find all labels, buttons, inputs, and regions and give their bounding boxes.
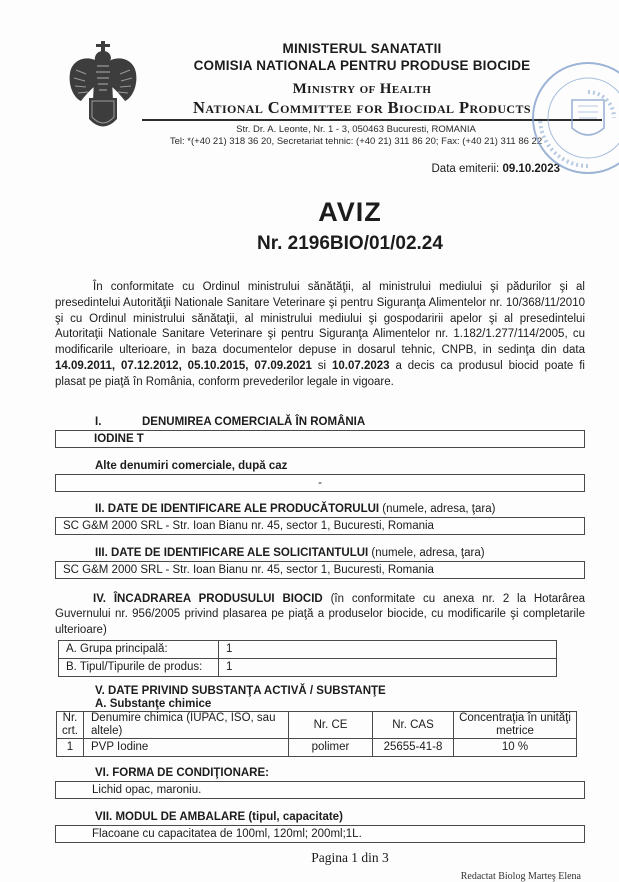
- section4-title: IV. ÎNCADRAREA PRODUSULUI BIOCID: [93, 592, 323, 605]
- form-value: Lichid opac, maroniu.: [55, 781, 585, 799]
- group-value: 1: [219, 641, 557, 659]
- cell-nr-crt: 1: [57, 739, 84, 757]
- classification-table: [58, 640, 557, 677]
- col-header-nr-cas: Nr. CAS: [373, 712, 454, 739]
- org-name-ro-2: COMISIA NATIONALA PENTRU PRODUSE BIOCIDE: [193, 58, 531, 73]
- section1-heading: [55, 416, 585, 428]
- col-header-nr-ce: Nr. CE: [289, 712, 373, 739]
- active-substance-table: [56, 711, 577, 757]
- round-blue-stamp-icon: [516, 50, 619, 190]
- intro-text-1: În conformitate cu Ordinul ministrului sănătăţii, al ministrului mediului şi pădurilor şi al presedintelui Autorităţii Nationale Sanitare Veterinare şi pentru Siguranţa Alimentelor nr. 10/368/11/2010 şi cu Ordinul ministrului sănătaţii, al ministrului mediului şi gospodaririi apelor şi al presedintelui Autoritaţii Nationale Sanitare Veterinare şi pentru Siguranţa Alimentelor nr. 1.182/1.277/114/2005, cu modificarile ulterioare, in baza documentelor depuse in dosarul tehnic, CNPB, in sedinţa din data: [55, 281, 585, 357]
- intro-last-date: 10.07.2023: [332, 359, 390, 372]
- product-type-label: B. Tipul/Tipurile de produs:: [59, 659, 219, 677]
- section5-subheading: A. Substanţe chimice: [95, 698, 212, 711]
- coat-of-arms-icon: [66, 40, 140, 137]
- intro-text-3: a decis ca produsul biocid poate fi plasat pe piaţă în România, conform prevederilor legale in vigoare.: [55, 359, 585, 388]
- table-header-row: [57, 712, 577, 739]
- org-name-en-2: National Committee for Biocidal Products: [193, 98, 531, 117]
- section3-heading: [55, 547, 585, 559]
- section2-heading: [55, 503, 585, 515]
- section4-note: (în conformitate cu anexa nr. 2 la Hotarârea Guvernului nr. 956/2005 privind plasarea pe piaţă a produselor biocide, cu modificarile şi completarile ulterioare): [55, 592, 586, 636]
- section5-heading: V. DATE PRIVIND SUBSTANŢA ACTIVĂ / SUBSTANŢE: [95, 685, 386, 698]
- section4-heading: [55, 592, 585, 639]
- packaging-value: Flacoane cu capacitatea de 100ml, 120ml; 200ml;1L.: [55, 825, 585, 843]
- issue-date-label: Data emiterii:: [431, 163, 503, 175]
- alt-names-value: -: [55, 474, 585, 492]
- org-name-ro-1: MINISTERUL SANATATII: [282, 41, 442, 56]
- table-row: [59, 659, 557, 677]
- intro-text-2: si: [311, 359, 333, 372]
- org-name-en-1: Ministry of Health: [292, 81, 432, 97]
- document-title: AVIZ: [318, 197, 382, 227]
- section3-title: III. DATE DE IDENTIFICARE ALE SOLICITANTULUI: [95, 546, 369, 559]
- redacted-by: Redactat Biolog Marteş Elena: [460, 871, 581, 882]
- section2-title: II. DATE DE IDENTIFICARE ALE PRODUCĂTORULUI: [95, 502, 380, 515]
- section6-heading: VI. FORMA DE CONDIŢIONARE:: [95, 767, 269, 780]
- cell-concentration: 10 %: [454, 739, 577, 757]
- section1-number: I.: [95, 415, 102, 428]
- phone-line: Tel: *(+40 21) 318 36 20, Secretariat tehnic: (+40 21) 311 86 20; Fax: (+40 21) 311 86 22: [169, 136, 543, 147]
- section2-note: (numele, adresa, ţara): [379, 502, 496, 515]
- document-number: Nr. 2196BIO/01/02.24: [257, 233, 443, 254]
- table-row: [57, 739, 577, 757]
- page-number: Pagina 1 din 3: [311, 850, 389, 866]
- col-header-concentration: Concentraţia în unităţi metrice: [454, 712, 577, 739]
- col-header-nr-crt: Nr. crt.: [57, 712, 84, 739]
- producer-value: SC G&M 2000 SRL - Str. Ioan Bianu nr. 45, sector 1, Bucuresti, Romania: [55, 517, 585, 535]
- intro-paragraph: [55, 280, 585, 391]
- alt-names-label: Alte denumiri comerciale, după caz: [95, 459, 288, 472]
- group-label: A. Grupa principală:: [59, 641, 219, 659]
- cell-chem-name: PVP Iodine: [84, 739, 289, 757]
- col-header-chem-name: Denumire chimica (IUPAC, ISO, sau altele): [84, 712, 289, 739]
- section1-title: DENUMIREA COMERCIALĂ ÎN ROMÂNIA: [142, 415, 366, 428]
- address-line: Str. Dr. A. Leonte, Nr. 1 - 3, 050463 Bucuresti, ROMANIA: [236, 124, 476, 135]
- header-address: [130, 124, 582, 148]
- document-title-block: [90, 197, 610, 255]
- section3-note: (numele, adresa, ţara): [368, 546, 485, 559]
- table-row: [59, 641, 557, 659]
- header-titles: [150, 0, 574, 117]
- intro-session-dates: 14.09.2011, 07.12.2012, 05.10.2015, 07.09.2021: [55, 359, 312, 372]
- issue-date-value: 09.10.2023: [502, 163, 560, 175]
- section7-heading: VII. MODUL DE AMBALARE (tipul, capacitate): [95, 811, 343, 824]
- applicant-value: SC G&M 2000 SRL - Str. Ioan Bianu nr. 45, sector 1, Bucuresti, Romania: [55, 561, 585, 579]
- cell-nr-ce: polimer: [289, 739, 373, 757]
- product-type-value: 1: [219, 659, 557, 677]
- cell-nr-cas: 25655-41-8: [373, 739, 454, 757]
- trade-name-value: IODINE T: [55, 430, 585, 448]
